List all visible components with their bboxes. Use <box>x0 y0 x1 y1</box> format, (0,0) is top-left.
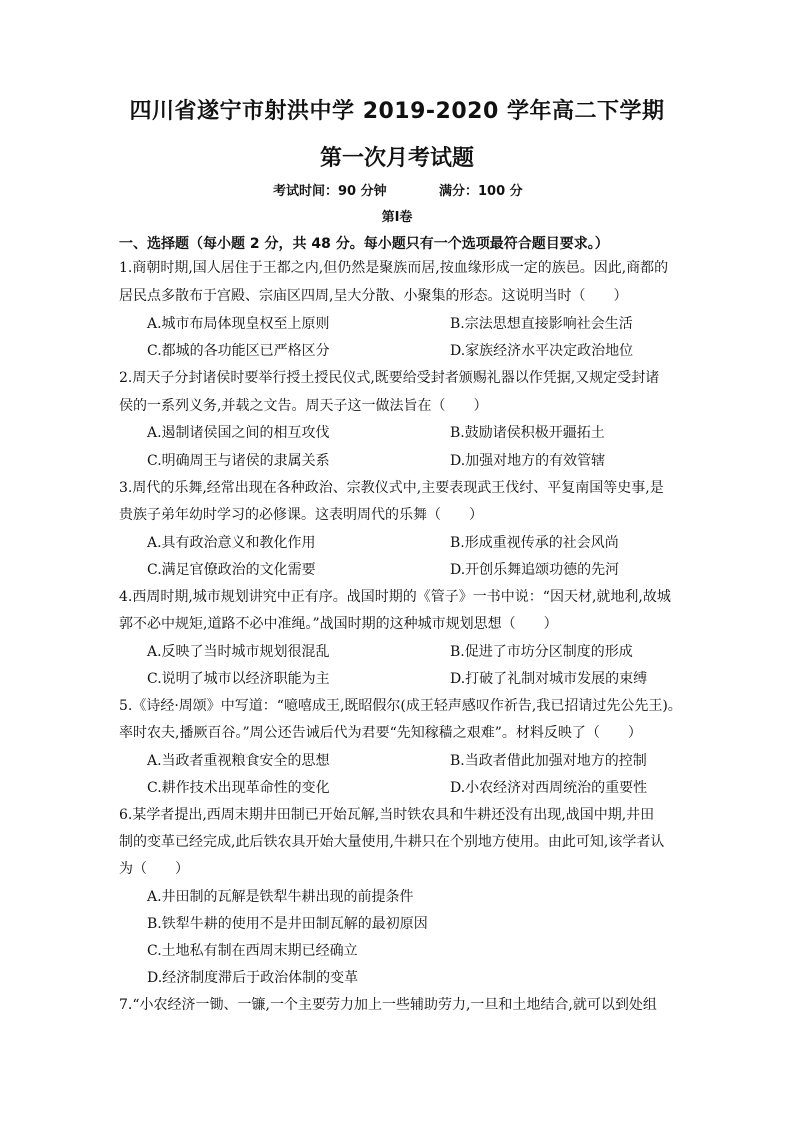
question-5-stem-line-2: 率时农夫,播厥百谷。”周公还告诫后代为君要“先知稼穑之艰难”。材料反映了（ ） <box>119 725 642 741</box>
question-1-option-b: B.宗法思想直接影响社会生活 <box>450 316 633 332</box>
question-5-option-c: C.耕作技术出现革命性的变化 <box>147 780 330 796</box>
question-2-option-c: C.明确周王与诸侯的隶属关系 <box>147 453 330 469</box>
question-6-stem-line-1: 6.某学者提出,西周末期井田制已开始瓦解,当时铁农具和牛耕还没有出现,战国中期,井田 <box>119 807 655 823</box>
question-3-stem-line-1: 3.周代的乐舞,经常出现在各种政治、宗教仪式中,主要表现武王伐纣、平复南国等史事,是 <box>119 480 664 496</box>
question-4-stem-line-1: 4.西周时期,城市规划讲究中正有序。战国时期的《管子》一书中说：“因天材,就地利,故城 <box>119 589 671 605</box>
full-score: 满分：100 分 <box>439 184 523 199</box>
question-3-option-d: D.开创乐舞追颂功德的先河 <box>450 562 620 578</box>
question-5-option-d: D.小农经济对西周统治的重要性 <box>450 780 648 796</box>
question-4-option-b: B.促进了市坊分区制度的形成 <box>450 644 633 660</box>
question-7-stem-line-1: 7.“小农经济一锄、一镰,一个主要劳力加上一些辅助劳力,一旦和土地结合,就可以到处组 <box>119 997 657 1013</box>
question-4-option-c: C.说明了城市以经济职能为主 <box>147 671 330 687</box>
question-6-option-d: D.经济制度滞后于政治体制的变革 <box>147 970 359 986</box>
question-6-option-a: A.井田制的瓦解是铁犁牛耕出现的前提条件 <box>147 889 414 905</box>
question-6-option-b: B.铁犁牛耕的使用不是井田制瓦解的最初原因 <box>147 916 428 932</box>
exam-title-line1: 四川省遂宁市射洪中学 2019-2020 学年高二下学期 <box>129 99 665 124</box>
question-6-option-c: C.土地私有制在西周末期已经确立 <box>147 943 358 959</box>
question-2-stem-line-1: 2.周天子分封诸侯时要举行授土授民仪式,既要给受封者颁赐礼器以作凭据,又规定受封诸 <box>119 370 660 386</box>
question-6-stem-line-3: 为（ ） <box>119 861 189 877</box>
question-6-stem-line-2: 制的变革已经完成,此后铁农具开始大量使用,牛耕只在个别地方使用。由此可知,该学者认 <box>119 834 665 850</box>
question-1-stem-line-2: 居民点多散布于宫殿、宗庙区四周,呈大分散、小聚集的形态。这说明当时（ ） <box>119 288 628 304</box>
question-5-option-a: A.当政者重视粮食安全的思想 <box>147 753 330 769</box>
question-4-option-d: D.打破了礼制对城市发展的束缚 <box>450 671 648 687</box>
question-3-option-a: A.具有政治意义和教化作用 <box>147 535 316 551</box>
question-1-stem-line-1: 1.商朝时期,国人居住于王都之内,但仍然是聚族而居,按血缘形成一定的族邑。因此,商都的 <box>119 260 669 276</box>
question-2-option-b: B.鼓励诸侯积极开疆拓土 <box>450 425 605 441</box>
volume-label: 第Ⅰ卷 <box>381 210 413 225</box>
question-5-stem-line-1: 5.《诗经·周颂》中写道：“噫嘻成王,既昭假尔(成王轻声感叹作祈告,我已招请过先公先王)。 <box>119 698 682 714</box>
section-heading: 一、选择题（每小题 2 分，共 48 分。每小题只有一个选项最符合题目要求。） <box>119 236 609 252</box>
question-2-stem-line-2: 侯的一系列义务,并载之文告。周天子这一做法旨在（ ） <box>119 398 488 414</box>
exam-title-line2: 第一次月考试题 <box>319 146 474 171</box>
question-1-option-c: C.都城的各功能区已严格区分 <box>147 343 330 359</box>
question-5-option-b: B.当政者借此加强对地方的控制 <box>450 753 647 769</box>
question-3-option-b: B.形成重视传承的社会风尚 <box>450 535 619 551</box>
exam-time: 考试时间：90 分钟 <box>273 184 387 199</box>
question-2-option-a: A.遏制诸侯国之间的相互攻伐 <box>147 425 330 441</box>
question-3-stem-line-2: 贵族子弟年幼时学习的必修课。这表明周代的乐舞（ ） <box>119 507 483 523</box>
question-4-stem-line-2: 郭不必中规矩,道路不必中准绳。”战国时期的这种城市规划思想（ ） <box>119 616 558 632</box>
question-1-option-d: D.家族经济水平决定政治地位 <box>450 343 634 359</box>
question-4-option-a: A.反映了当时城市规划很混乱 <box>147 644 330 660</box>
question-1-option-a: A.城市布局体现皇权至上原则 <box>147 316 330 332</box>
question-2-option-d: D.加强对地方的有效管辖 <box>450 453 606 469</box>
question-3-option-c: C.满足官僚政治的文化需要 <box>147 562 316 578</box>
